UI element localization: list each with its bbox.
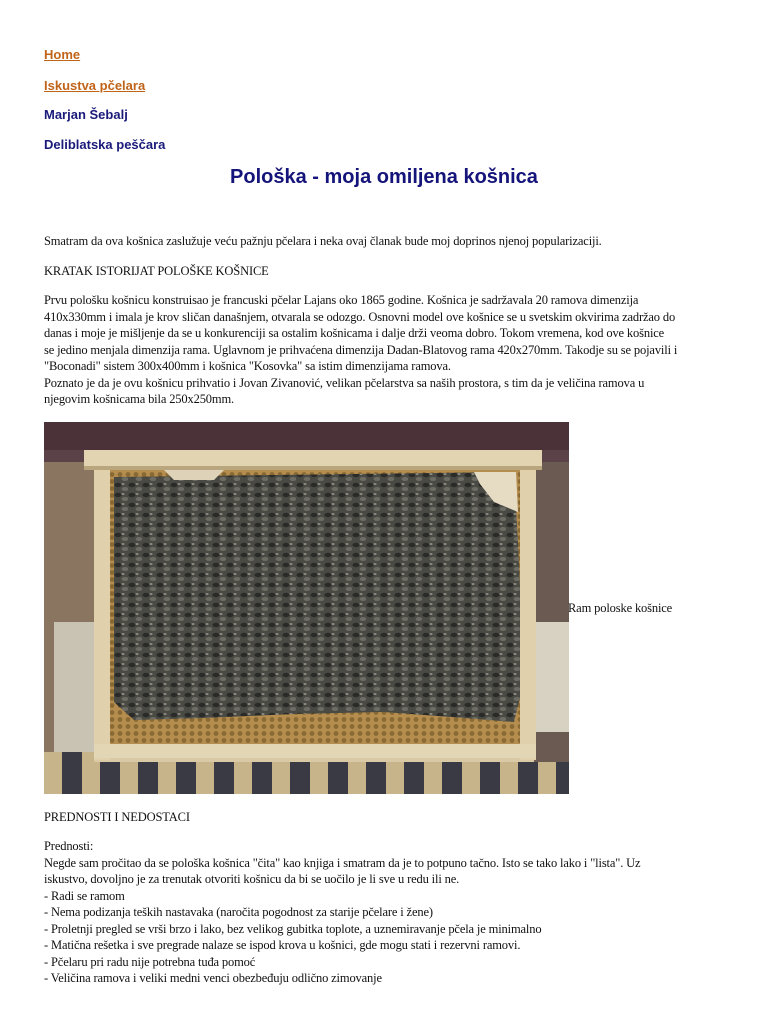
photo-caption: Ram poloske košnice (568, 601, 673, 615)
advantages-section (44, 838, 734, 987)
advantages-label: Prednosti: (44, 839, 94, 853)
advantages-intro-line: Negde sam pročitao da se pološka košnica "čita" kao knjiga i smatram da je to potpuno tačno. Isto se tako lako i "lista". Uz (44, 855, 641, 870)
page-title: Pološka - moja omiljena košnica (230, 166, 538, 188)
history-line: Poznato je da je ovu košnicu prihvatio i Jovan Zivanović, velikan pčelarstva sa naših prostora, s tim da je veličina ramova u (44, 375, 645, 390)
history-line: danas i moje je mišljenje da se u konkurenciji sa ostalim košnicama i dalje drži veoma dobro. Tokom vremena, kod ove košnice (44, 326, 665, 340)
history-heading: KRATAK ISTORIJAT POLOŠKE KOŠNICE (44, 264, 269, 278)
nav-location-label: Deliblatska peščara (44, 137, 166, 152)
history-line: "Boconadi" sistem 300x400mm i košnica "Kosovka" sa istim dimenzijama ramova. (44, 359, 451, 373)
nav-home-link[interactable]: Home (44, 47, 81, 62)
advantage-item: - Proletnji pregled se vrši brzo i lako, bez velikog gubitka toplote, a uznemiravanje pčela je minimalno (44, 921, 542, 936)
hive-frame-photo (44, 422, 569, 794)
advantage-item: - Pčelaru pri radu nije potrebna tuđa pomoć (44, 954, 256, 969)
advantages-intro-line: iskustvo, dovoljno je za trenutak otvoriti košnicu da bi se uočilo je li sve u redu ili ne. (44, 872, 460, 886)
hive-frame-image (44, 422, 569, 794)
intro-paragraph: Smatram da ova košnica zaslužuje veću pažnju pčelara i neka ovaj članak bude moj doprinos njenoj popularizaciji. (44, 234, 602, 248)
history-line: 410x330mm i imala je krov sličan današnjem, otvarala se odozgo. Osnovni model ove košnice se u svetskim okvirima zadržao do (44, 309, 676, 324)
advantage-item: - Veličina ramova i veliki medni venci obezbeđuju odlično zimovanje (44, 971, 382, 985)
advantage-item: - Radi se ramom (44, 888, 125, 903)
advantage-item: - Matična rešetka i sve pregrade nalaze se ispod krova u košnici, gde mogu stati i rezervni ramovi. (44, 938, 521, 952)
nav-author-label: Marjan Šebalj (44, 107, 128, 122)
history-line: njegovim košnicama bila 250x250mm. (44, 392, 235, 406)
nav-iskustva-link[interactable]: Iskustva pčelara (44, 78, 146, 93)
history-line: Prvu pološku košnicu konstruisao je francuski pčelar Lajans oko 1865 godine. Košnica je sadržavala 20 ramova dimenzija (44, 293, 639, 307)
history-line: se jedino menjala dimenzija rama. Uglavnom je prihvaćena dimenzija Dadan-Blatovog rama 420x270mm. Takodje su se pojavili i (44, 342, 678, 357)
advantages-heading: PREDNOSTI I NEDOSTACI (44, 810, 190, 824)
history-paragraph (44, 292, 734, 408)
advantage-item: - Nema podizanja teških nastavaka (naročita pogodnost za starije pčelare i žene) (44, 905, 433, 919)
